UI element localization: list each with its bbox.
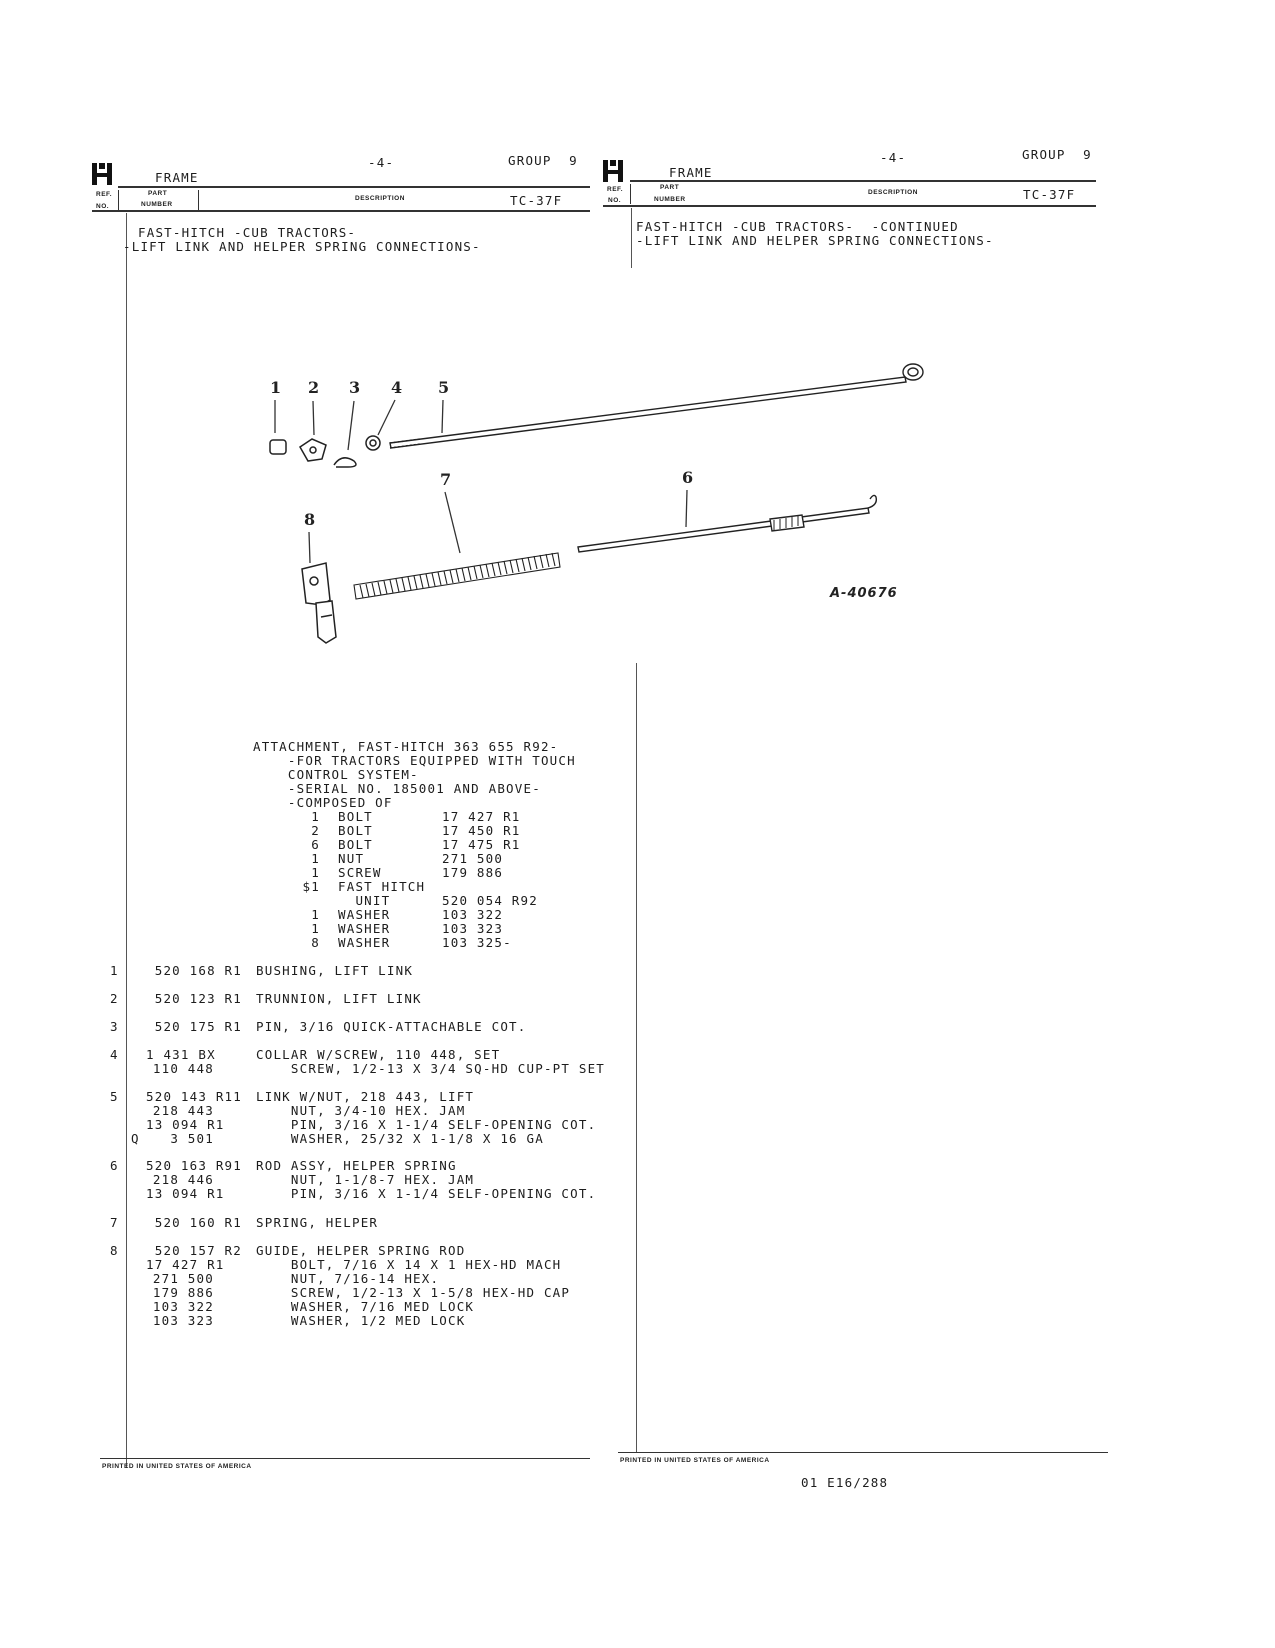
attachment-line-1: ATTACHMENT, FAST-HITCH 363 655 R92- (253, 739, 559, 754)
left-footer-rule (100, 1458, 590, 1459)
left-group-label: GROUP 9 (508, 153, 578, 168)
part-number: 13 094 R1 (146, 1117, 225, 1132)
composed-item: SCREW (338, 865, 382, 880)
right-col-part-2: NUMBER (654, 196, 686, 203)
spring-rod-guide-part (302, 563, 336, 643)
left-col-ref-1: REF. (96, 191, 113, 198)
ref-number: 2 (110, 991, 119, 1006)
composed-item: UNIT (338, 893, 391, 908)
right-col-desc: DESCRIPTION (868, 189, 918, 196)
part-description: WASHER, 7/16 MED LOCK (256, 1299, 475, 1314)
page-id: 01 E16/288 (801, 1475, 889, 1490)
part-number: 218 446 (152, 1172, 214, 1187)
ref-number: 5 (110, 1089, 119, 1104)
composed-part-number: 179 886 (442, 865, 504, 880)
part-number: 520 163 R91 (146, 1158, 242, 1173)
composed-qty: 1 (311, 865, 320, 880)
callout-3: 3 (349, 378, 361, 397)
composed-part-number: 103 325- (442, 935, 512, 950)
helper-spring-part (354, 553, 560, 599)
left-section-title: FRAME (155, 170, 199, 185)
ref-number: 1 (110, 963, 119, 978)
part-number: 520 143 R11 (146, 1089, 242, 1104)
part-number: 179 886 (152, 1285, 214, 1300)
ref-number: 8 (110, 1243, 119, 1258)
part-number: 110 448 (152, 1061, 214, 1076)
composed-item: BOLT (338, 837, 373, 852)
right-column-rule-lower (636, 663, 637, 1453)
part-description: NUT, 3/4-10 HEX. JAM (256, 1103, 466, 1118)
composed-qty: 1 (311, 851, 320, 866)
left-part-col-divider-top (198, 190, 199, 210)
callout-5: 5 (438, 378, 450, 397)
composed-item: FAST HITCH (338, 879, 426, 894)
right-header-rule-top (630, 180, 1096, 182)
callout-8: 8 (304, 510, 316, 529)
part-number: 520 175 R1 (154, 1019, 242, 1034)
composed-qty: 2 (311, 823, 320, 838)
left-column-rule (126, 213, 127, 1468)
part-number: 520 160 R1 (154, 1215, 242, 1230)
ref-number: 4 (110, 1047, 119, 1062)
composed-item: BOLT (338, 823, 373, 838)
part-number: 3 501 (170, 1131, 214, 1146)
part-description: PIN, 3/16 QUICK-ATTACHABLE COT. (256, 1019, 527, 1034)
part-number: 13 094 R1 (146, 1186, 225, 1201)
ref-number: 6 (110, 1158, 119, 1173)
part-number: 218 443 (152, 1103, 214, 1118)
right-title-line-1: FAST-HITCH -CUB TRACTORS- -CONTINUED (636, 219, 959, 234)
ih-logo-icon (92, 163, 112, 185)
part-description: LINK W/NUT, 218 443, LIFT (256, 1089, 475, 1104)
part-mark: Q (131, 1131, 140, 1146)
right-column-rule-top (631, 208, 632, 268)
left-header-rule-bottom (92, 210, 590, 212)
callout-2: 2 (308, 378, 320, 397)
composed-qty: 6 (311, 837, 320, 852)
composed-item: WASHER (338, 907, 391, 922)
part-number: 1 431 BX (146, 1047, 216, 1062)
left-ref-col-divider (118, 190, 119, 210)
left-footer-text: PRINTED IN UNITED STATES OF AMERICA (102, 1463, 252, 1470)
composed-part-number: 17 427 R1 (442, 809, 521, 824)
part-description: GUIDE, HELPER SPRING ROD (256, 1243, 466, 1258)
left-title-line-2: -LIFT LINK AND HELPER SPRING CONNECTIONS- (123, 239, 481, 254)
part-description: SCREW, 1/2-13 X 3/4 SQ-HD CUP-PT SET (256, 1061, 606, 1076)
right-page-number: -4- (880, 150, 907, 165)
right-ref-col-divider (630, 184, 631, 204)
attachment-line-4: -SERIAL NO. 185001 AND ABOVE- (253, 781, 541, 796)
part-description: TRUNNION, LIFT LINK (256, 991, 422, 1006)
ref-number: 7 (110, 1215, 119, 1230)
composed-part-number: 271 500 (442, 851, 504, 866)
composed-qty: 1 (311, 809, 320, 824)
composed-item: NUT (338, 851, 365, 866)
callout-4: 4 (391, 378, 403, 397)
left-col-desc: DESCRIPTION (355, 195, 405, 202)
left-page-number: -4- (368, 155, 395, 170)
composed-part-number: 520 054 R92 (442, 893, 538, 908)
part-description: PIN, 3/16 X 1-1/4 SELF-OPENING COT. (256, 1117, 597, 1132)
attachment-line-5: -COMPOSED OF (253, 795, 393, 810)
ref-number: 3 (110, 1019, 119, 1034)
left-col-part-2: NUMBER (141, 201, 173, 208)
part-description: ROD ASSY, HELPER SPRING (256, 1158, 457, 1173)
part-description: WASHER, 1/2 MED LOCK (256, 1313, 466, 1328)
part-description: PIN, 3/16 X 1-1/4 SELF-OPENING COT. (256, 1186, 597, 1201)
ih-logo-icon-right (603, 160, 623, 182)
composed-item: WASHER (338, 921, 391, 936)
left-header-rule-top (118, 186, 590, 188)
callout-6: 6 (682, 468, 694, 487)
right-group-label: GROUP 9 (1022, 147, 1092, 162)
right-sheet-code: TC-37F (1023, 187, 1076, 202)
attachment-line-2: -FOR TRACTORS EQUIPPED WITH TOUCH (253, 753, 576, 768)
composed-qty: 8 (311, 935, 320, 950)
figure-code: A-40676 (830, 586, 898, 601)
right-col-ref-2: NO. (608, 197, 622, 204)
trunnion-part (300, 439, 326, 461)
composed-part-number: 103 322 (442, 907, 504, 922)
composed-qty: $1 (302, 879, 320, 894)
part-description: COLLAR W/SCREW, 110 448, SET (256, 1047, 501, 1062)
left-sheet-code: TC-37F (510, 193, 563, 208)
composed-part-number: 17 450 R1 (442, 823, 521, 838)
callout-1: 1 (270, 378, 282, 397)
part-description: NUT, 7/16-14 HEX. (256, 1271, 440, 1286)
composed-item: BOLT (338, 809, 373, 824)
composed-part-number: 17 475 R1 (442, 837, 521, 852)
composed-qty: 1 (311, 921, 320, 936)
right-section-title: FRAME (669, 165, 713, 180)
part-number: 103 323 (152, 1313, 214, 1328)
composed-qty: 1 (311, 907, 320, 922)
collar-part (366, 436, 380, 450)
part-number: 17 427 R1 (146, 1257, 225, 1272)
lift-link-part (390, 364, 923, 448)
right-footer-rule (618, 1452, 1108, 1453)
helper-rod-part (578, 495, 876, 552)
part-number: 103 322 (152, 1299, 214, 1314)
left-title-line-1: FAST-HITCH -CUB TRACTORS- (138, 225, 357, 240)
part-number: 520 157 R2 (154, 1243, 242, 1258)
part-description: SCREW, 1/2-13 X 1-5/8 HEX-HD CAP (256, 1285, 571, 1300)
right-col-ref-1: REF. (607, 186, 624, 193)
composed-item: WASHER (338, 935, 391, 950)
part-description: NUT, 1-1/8-7 HEX. JAM (256, 1172, 475, 1187)
attachment-line-3: CONTROL SYSTEM- (253, 767, 419, 782)
right-title-line-2: -LIFT LINK AND HELPER SPRING CONNECTIONS- (636, 233, 994, 248)
part-description: BOLT, 7/16 X 14 X 1 HEX-HD MACH (256, 1257, 562, 1272)
right-footer-text: PRINTED IN UNITED STATES OF AMERICA (620, 1457, 770, 1464)
bushing-part (270, 440, 286, 454)
cotter-pin-part (334, 458, 356, 467)
part-number: 520 168 R1 (154, 963, 242, 978)
part-number: 520 123 R1 (154, 991, 242, 1006)
left-col-part-1: PART (148, 190, 168, 197)
part-description: WASHER, 25/32 X 1-1/8 X 16 GA (256, 1131, 544, 1146)
callout-7: 7 (440, 470, 452, 489)
composed-part-number: 103 323 (442, 921, 504, 936)
part-description: BUSHING, LIFT LINK (256, 963, 414, 978)
exploded-parts-figure (250, 355, 950, 655)
part-number: 271 500 (152, 1271, 214, 1286)
left-col-ref-2: NO. (96, 203, 110, 210)
part-description: SPRING, HELPER (256, 1215, 379, 1230)
figure-callout-numbers (270, 378, 693, 529)
right-col-part-1: PART (660, 184, 680, 191)
right-header-rule-bottom (603, 205, 1096, 207)
